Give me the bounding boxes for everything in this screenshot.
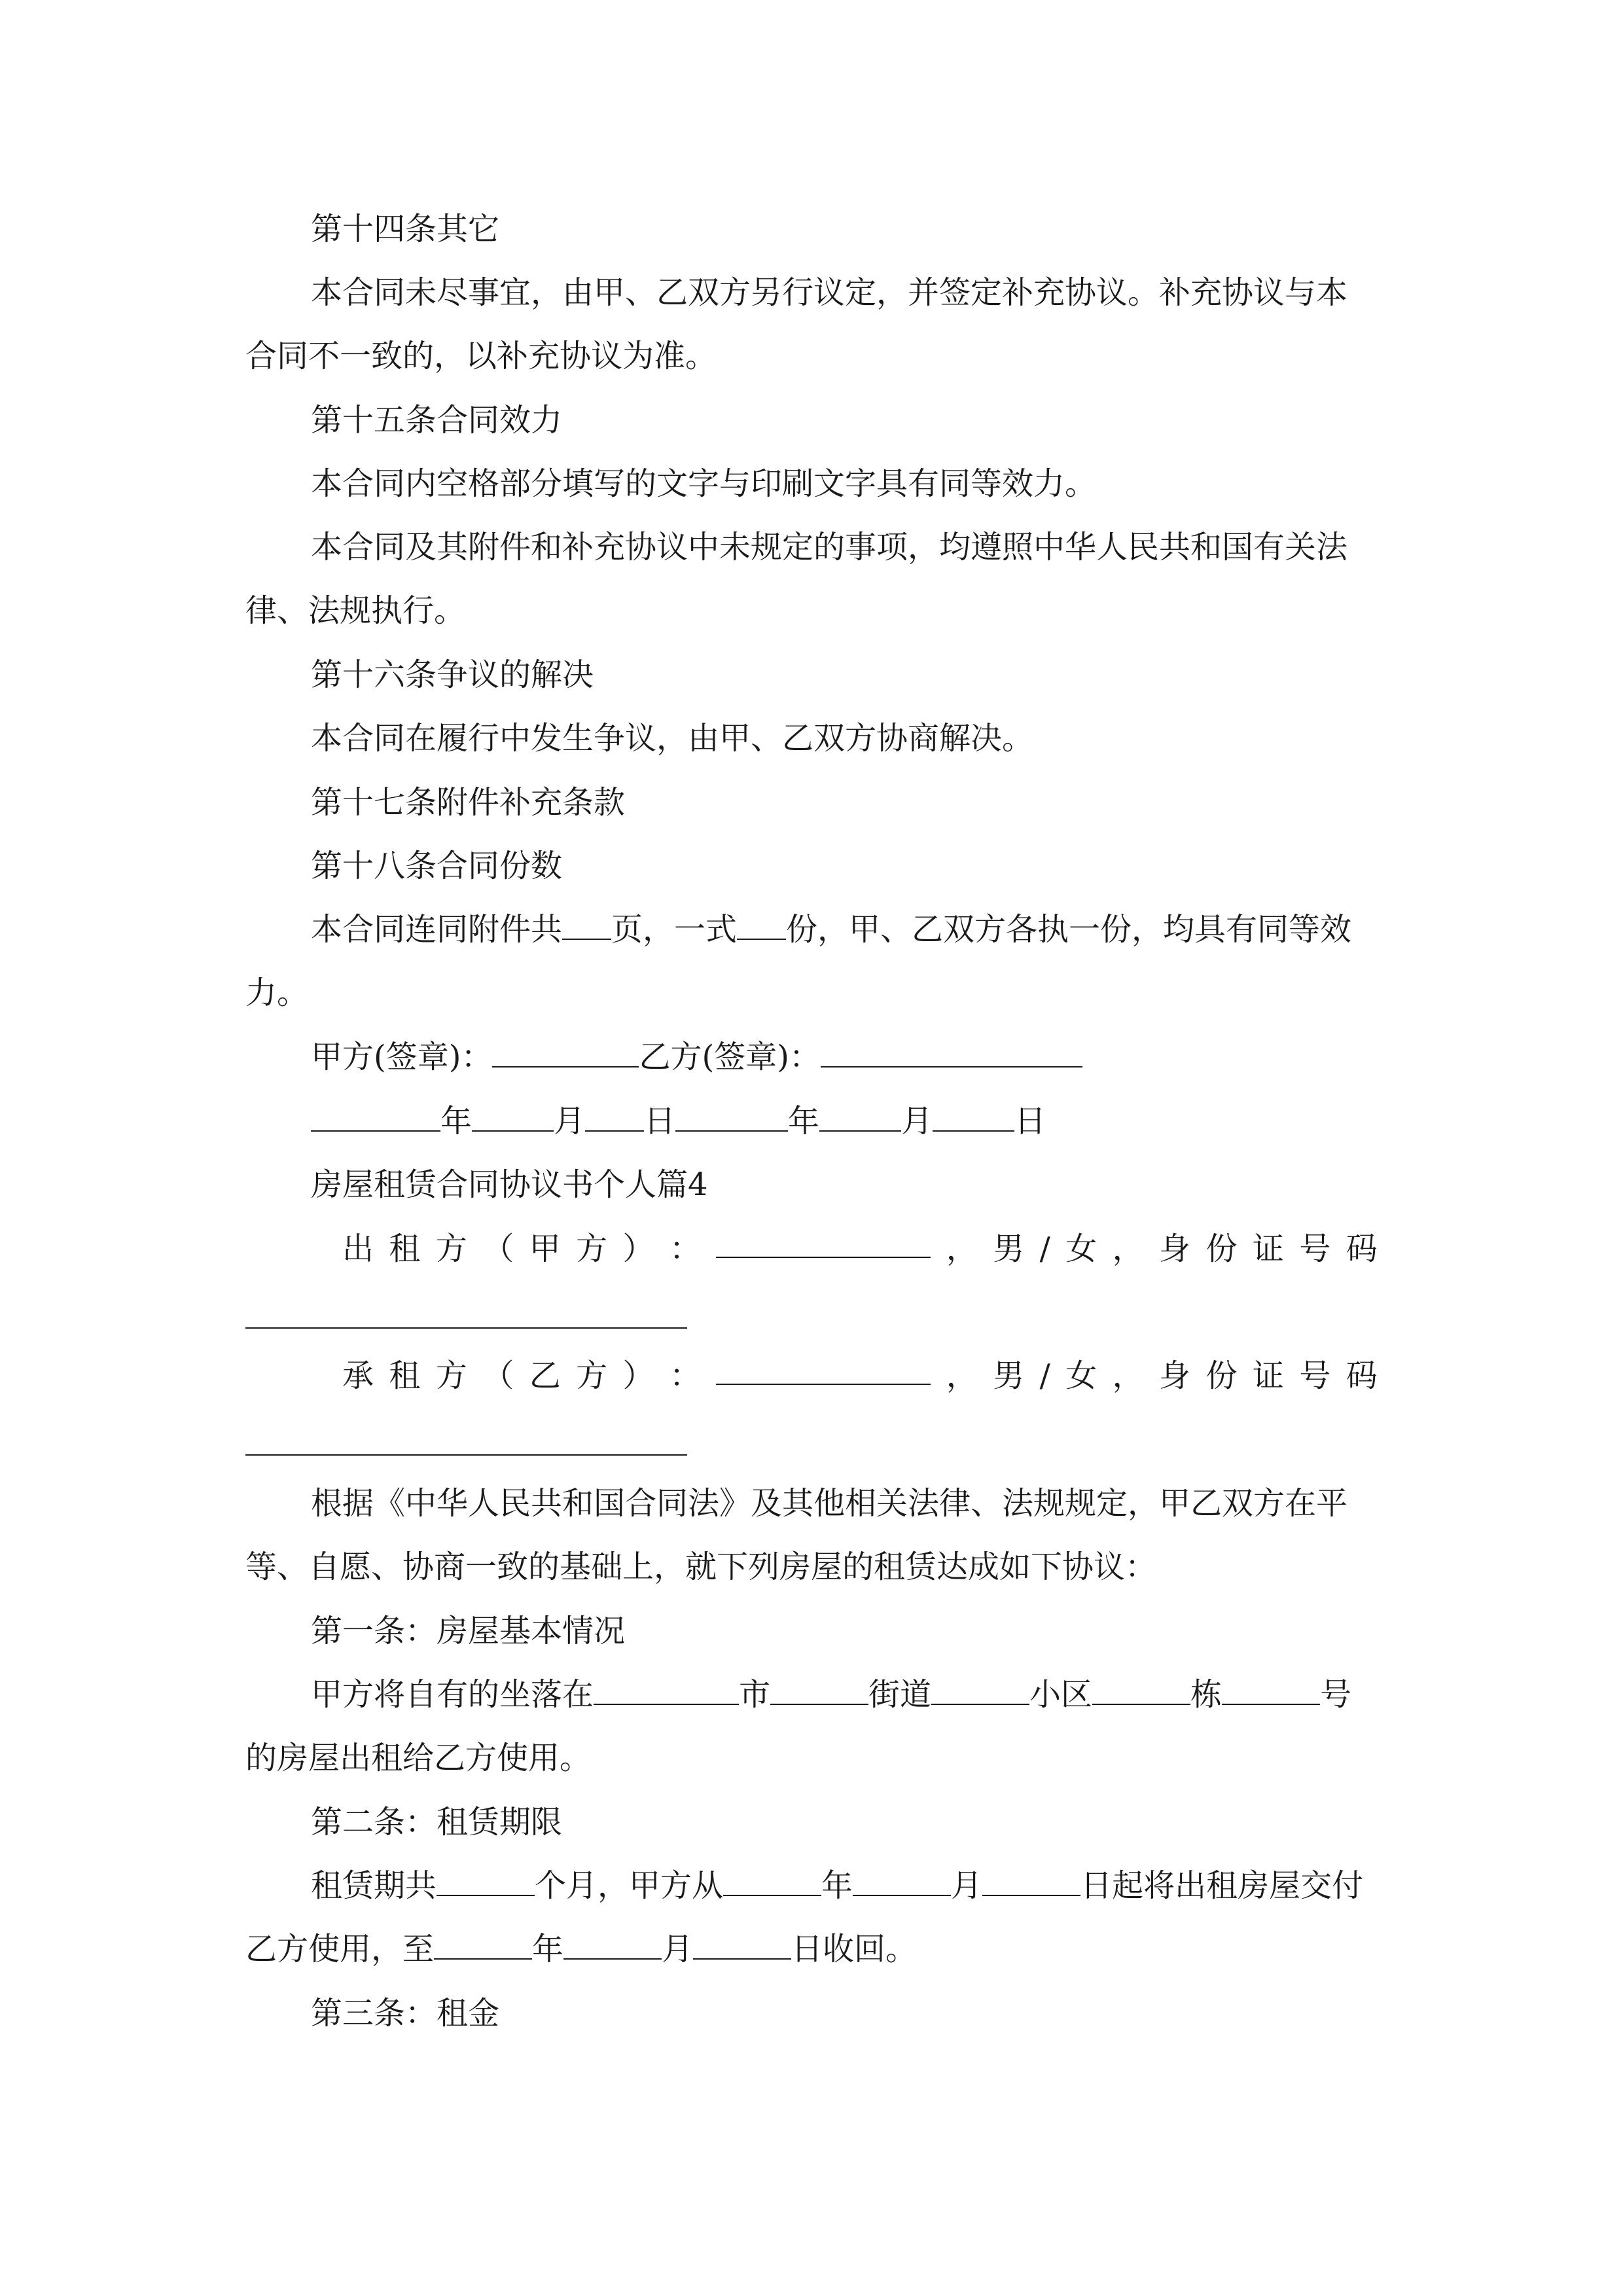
article-15-paragraph-1: 本合同内空格部分填写的文字与印刷文字具有同等效力。 xyxy=(311,465,1097,502)
end-year-blank[interactable] xyxy=(434,1929,532,1960)
end-day-blank[interactable] xyxy=(693,1929,791,1960)
pages-blank[interactable] xyxy=(562,910,611,940)
building-blank[interactable] xyxy=(1092,1675,1190,1705)
lessee-line: 承 租 方 （ 乙 方 ） ： ， 男 / 女 ， 身 份 证 号 码 xyxy=(342,1355,1378,1397)
article-16-paragraph: 本合同在履行中发生争议，由甲、乙双方协商解决。 xyxy=(311,720,1034,757)
article-18-paragraph-line2: 力。 xyxy=(245,975,309,1011)
article-15-paragraph-2-line1: 本合同及其附件和补充协议中未规定的事项，均遵照中华人民共和国有关法 xyxy=(311,529,1348,565)
party-a-day-blank[interactable] xyxy=(585,1102,644,1132)
lessor-name-blank[interactable] xyxy=(716,1228,931,1258)
start-month-blank[interactable] xyxy=(853,1866,951,1896)
article-1-heading: 第一条：房屋基本情况 xyxy=(311,1613,626,1649)
lessee-id-number-blank[interactable] xyxy=(245,1454,687,1456)
signature-line xyxy=(311,1036,1378,1078)
copies-blank[interactable] xyxy=(737,910,786,940)
article-16-heading: 第十六条争议的解决 xyxy=(311,656,594,693)
start-year-blank[interactable] xyxy=(723,1866,821,1896)
article-14-paragraph-line2: 合同不一致的，以补充协议为准。 xyxy=(245,338,717,374)
article-1-line2: 的房屋出租给乙方使用。 xyxy=(245,1740,592,1776)
party-a-year-blank[interactable] xyxy=(311,1102,440,1132)
community-blank[interactable] xyxy=(931,1675,1029,1705)
article-1-location-line: 甲方将自有的坐落在 市 街道 小区 栋 号 xyxy=(311,1676,1352,1713)
article-15-heading: 第十五条合同效力 xyxy=(311,402,563,439)
article-3-heading: 第三条：租金 xyxy=(311,1995,500,2032)
article-2-term-line2: 乙方使用，至 年 月 日收回。 xyxy=(245,1931,918,1967)
city-blank[interactable] xyxy=(594,1675,739,1705)
preamble-line2: 等、自愿、协商一致的基础上，就下列房屋的租赁达成如下协议： xyxy=(245,1549,1157,1585)
party-b-month-blank[interactable] xyxy=(819,1102,901,1132)
section-title: 房屋租赁合同协议书个人篇4 xyxy=(311,1166,708,1203)
article-2-term-line1: 租赁期共 个月，甲方从 年 月 日起将出租房屋交付 xyxy=(311,1867,1364,1904)
number-blank[interactable] xyxy=(1222,1675,1320,1705)
article-17-heading: 第十七条附件补充条款 xyxy=(311,784,626,821)
article-2-heading: 第二条：租赁期限 xyxy=(311,1804,563,1840)
article-15-paragraph-2-line2: 律、法规执行。 xyxy=(245,592,466,629)
party-a-month-blank[interactable] xyxy=(472,1102,554,1132)
party-b-signature-label: 乙方(签章)： xyxy=(639,1039,821,1075)
street-blank[interactable] xyxy=(770,1675,868,1705)
party-b-signature-blank[interactable] xyxy=(821,1037,1082,1067)
party-a-signature-label: 甲方(签章)： xyxy=(311,1039,493,1075)
article-14-paragraph-line1: 本合同未尽事宜，由甲、乙双方另行议定，并签定补充协议。补充协议与本 xyxy=(311,274,1348,311)
article-18-paragraph-line1: 本合同连同附件共 页，一式 份，甲、乙双方各执一份，均具有同等效 xyxy=(311,911,1352,948)
article-18-heading: 第十八条合同份数 xyxy=(311,848,563,884)
end-month-blank[interactable] xyxy=(563,1929,662,1960)
start-day-blank[interactable] xyxy=(982,1866,1080,1896)
party-b-day-blank[interactable] xyxy=(933,1102,1014,1132)
party-a-signature-blank[interactable] xyxy=(492,1037,639,1067)
party-b-year-blank[interactable] xyxy=(675,1102,788,1132)
preamble-line1: 根据《中华人民共和国合同法》及其他相关法律、法规规定，甲乙双方在平 xyxy=(311,1485,1348,1522)
article-14-heading: 第十四条其它 xyxy=(311,211,500,247)
lessee-name-blank[interactable] xyxy=(716,1355,931,1385)
lessor-line: 出 租 方 （ 甲 方 ） ： ， 男 / 女 ， 身 份 证 号 码 xyxy=(342,1228,1378,1270)
signature-date-line: 年 月 日 年 月 日 xyxy=(311,1100,1378,1142)
lessor-id-number-blank[interactable] xyxy=(245,1327,687,1329)
months-blank[interactable] xyxy=(437,1866,535,1896)
